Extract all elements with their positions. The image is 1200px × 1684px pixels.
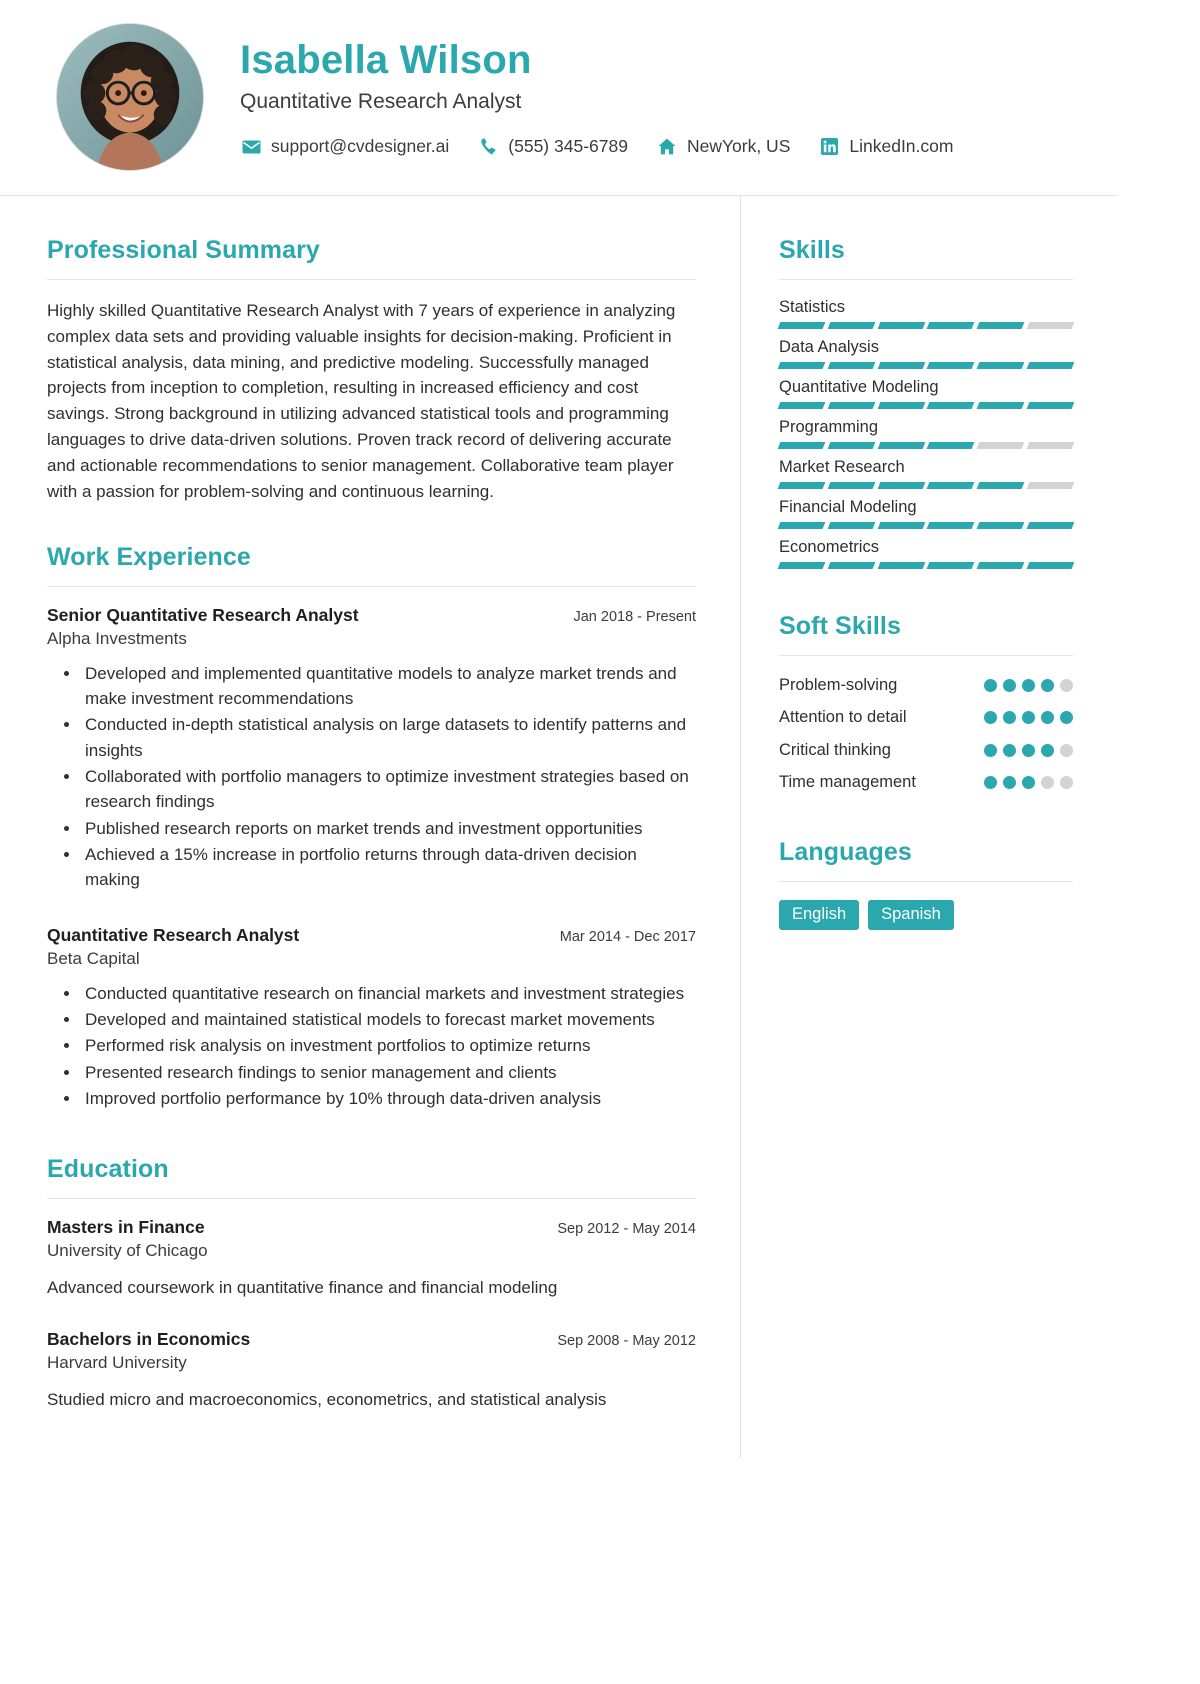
experience-header (47, 925, 696, 946)
skill-segment (778, 482, 826, 489)
skill-segment (977, 442, 1025, 449)
skill-label: Programming (779, 418, 879, 436)
skill-level-bar (779, 482, 1073, 489)
soft-skill-rating (984, 739, 1073, 757)
skill-segment (827, 442, 875, 449)
language-badge: English (779, 900, 859, 930)
experience-bullets (47, 661, 696, 893)
rating-dot (1022, 679, 1035, 692)
skill-segment (778, 562, 826, 569)
soft-skills-list (779, 674, 1073, 794)
education-desc: Advanced coursework in quantitative finance and financial modeling (47, 1278, 558, 1298)
skill-level-bar (779, 522, 1073, 529)
rating-dot (984, 711, 997, 724)
skill-segment (977, 402, 1025, 409)
envelope-icon (240, 137, 262, 157)
education-title: Masters in Finance (47, 1217, 205, 1238)
rating-dot (1003, 744, 1016, 757)
section-education (47, 1155, 696, 1412)
skill-segment (827, 562, 875, 569)
skill-row (779, 378, 1073, 409)
page-title: Isabella Wilson (240, 38, 532, 82)
skill-segment (977, 362, 1025, 369)
soft-skill-rating (984, 771, 1073, 789)
section-title-languages: Languages (779, 837, 912, 866)
header-text (240, 36, 981, 157)
main-column (0, 196, 740, 1458)
rating-dot (1041, 711, 1054, 724)
rating-dot (1003, 679, 1016, 692)
contact-phone[interactable] (477, 136, 628, 157)
list-item: • Achieved a 15% increase in portfolio returns through data-driven decision making (81, 842, 696, 893)
section-languages (779, 838, 1073, 930)
skill-row (779, 498, 1073, 529)
skill-label: Financial Modeling (779, 498, 917, 516)
section-professional-summary (47, 236, 696, 505)
divider (779, 279, 1073, 280)
section-work-experience (47, 543, 696, 1112)
divider (47, 279, 696, 280)
education-item (47, 1329, 696, 1413)
skill-row (779, 338, 1073, 369)
list-item: • Developed and maintained statistical models to forecast market movements (81, 1007, 696, 1032)
skill-segment (1027, 482, 1075, 489)
spacer (47, 505, 696, 543)
soft-skill-row (779, 771, 1073, 793)
skill-level-bar (779, 322, 1073, 329)
education-header (47, 1217, 696, 1238)
soft-skill-row (779, 674, 1073, 696)
skill-segment (877, 322, 925, 329)
education-desc: Studied micro and macroeconomics, econometrics, and statistical analysis (47, 1389, 607, 1409)
spacer (779, 804, 1073, 838)
rating-dot (984, 776, 997, 789)
skill-level-bar (779, 562, 1073, 569)
skill-segment (877, 522, 925, 529)
skill-segment (877, 562, 925, 569)
experience-header (47, 605, 696, 626)
list-item: • Improved portfolio performance by 10% through data-driven analysis (81, 1086, 696, 1111)
rating-dot (1022, 711, 1035, 724)
contact-linkedin-text: LinkedIn.com (849, 136, 954, 156)
skills-list (779, 298, 1073, 569)
resume-body (0, 196, 1117, 1458)
home-icon (656, 137, 678, 157)
spacer (779, 578, 1073, 612)
spacer (47, 1117, 696, 1155)
section-soft-skills (779, 612, 1073, 794)
phone-icon (477, 137, 499, 157)
spacer (47, 1307, 696, 1329)
resume-header (0, 0, 1117, 196)
soft-skill-row (779, 739, 1073, 761)
experience-org: Beta Capital (47, 948, 140, 968)
skill-segment (927, 562, 975, 569)
contact-location[interactable] (656, 136, 790, 157)
skill-segment (827, 402, 875, 409)
language-badge-list (779, 900, 1073, 930)
rating-dot (1060, 679, 1073, 692)
contact-linkedin[interactable] (818, 136, 953, 157)
education-org: Harvard University (47, 1352, 187, 1372)
skill-label: Market Research (779, 458, 905, 476)
skill-row (779, 298, 1073, 329)
skill-level-bar (779, 442, 1073, 449)
section-title-skills: Skills (779, 236, 845, 264)
contact-location-text: NewYork, US (686, 136, 791, 156)
list-item: • Collaborated with portfolio managers to optimize investment strategies based on research findings (81, 764, 696, 815)
skill-segment (778, 442, 826, 449)
education-item (47, 1217, 696, 1301)
skill-segment (827, 362, 875, 369)
section-title-education: Education (47, 1155, 169, 1184)
rating-dot (1003, 776, 1016, 789)
experience-title: Quantitative Research Analyst (47, 924, 300, 945)
skill-segment (927, 522, 975, 529)
rating-dot (1022, 744, 1035, 757)
skill-segment (1027, 402, 1075, 409)
rating-dot (1022, 776, 1035, 789)
soft-skill-label: Critical thinking (779, 740, 891, 759)
list-item: • Conducted quantitative research on financial markets and investment strategies (81, 981, 696, 1006)
education-date: Sep 2012 - May 2014 (557, 1221, 696, 1238)
language-badge: Spanish (868, 900, 954, 930)
skill-segment (927, 482, 975, 489)
list-item: • Developed and implemented quantitative models to analyze market trends and make investment recommendations (81, 661, 696, 712)
divider (779, 655, 1073, 656)
education-date: Sep 2008 - May 2012 (557, 1332, 696, 1349)
list-item: • Published research reports on market trends and investment opportunities (81, 816, 696, 841)
skill-segment (778, 402, 826, 409)
linkedin-icon (818, 137, 840, 157)
skill-segment (927, 442, 975, 449)
skill-segment (977, 322, 1025, 329)
job-title: Quantitative Research Analyst (240, 90, 522, 113)
skill-label: Statistics (779, 298, 846, 316)
skill-segment (1027, 362, 1075, 369)
list-item: • Performed risk analysis on investment portfolios to optimize returns (81, 1033, 696, 1058)
soft-skill-label: Problem-solving (779, 676, 898, 694)
summary-text: Highly skilled Quantitative Research Analyst with 7 years of experience in analyzing complex data sets and providing valuable insights for decision-making. Proficient in statistical analysis, data mining, and predictive modeling. Successfully managed projects from inception to completion, resulting in increased efficiency and cost savings. Strong background in utilizing advanced statistical tools and programming languages to drive data-driven solutions. Proven track record of delivering accurate and actionable recommendations to senior management. Collaborative team player with a passion for problem-solving and continuous learning. (47, 301, 676, 501)
skill-segment (778, 522, 826, 529)
spacer (47, 899, 696, 925)
experience-item (47, 925, 696, 1112)
rating-dot (1041, 744, 1054, 757)
skill-segment (827, 322, 875, 329)
experience-item (47, 605, 696, 893)
experience-date: Jan 2018 - Present (573, 608, 696, 625)
contact-email-text: support@cvdesigner.ai (271, 136, 450, 156)
skill-segment (877, 482, 925, 489)
divider (47, 1198, 696, 1199)
experience-title: Senior Quantitative Research Analyst (47, 604, 359, 625)
avatar (56, 23, 204, 171)
contact-email[interactable] (240, 136, 449, 157)
skill-row (779, 418, 1073, 449)
list-item: • Conducted in-depth statistical analysis on large datasets to identify patterns and insights (81, 712, 696, 763)
skill-segment (1027, 522, 1075, 529)
skill-segment (877, 362, 925, 369)
skill-segment (977, 482, 1025, 489)
contact-phone-text: (555) 345-6789 (508, 136, 628, 156)
list-item: • Presented research findings to senior management and clients (81, 1060, 696, 1085)
rating-dot (1003, 711, 1016, 724)
education-title: Bachelors in Economics (47, 1328, 251, 1349)
education-header (47, 1329, 696, 1350)
rating-dot (984, 744, 997, 757)
soft-skill-row (779, 706, 1073, 728)
skill-segment (977, 562, 1025, 569)
skill-label: Econometrics (779, 538, 879, 556)
skill-label: Data Analysis (779, 338, 879, 356)
skill-segment (927, 402, 975, 409)
section-title-summary: Professional Summary (47, 236, 320, 264)
rating-dot (1041, 776, 1054, 789)
skill-segment (827, 482, 875, 489)
skill-segment (1027, 322, 1075, 329)
divider (47, 586, 696, 587)
skill-segment (778, 362, 826, 369)
skill-segment (1027, 442, 1075, 449)
skill-row (779, 538, 1073, 569)
rating-dot (1041, 679, 1054, 692)
experience-bullets (47, 981, 696, 1112)
contact-list (240, 136, 981, 157)
skill-segment (927, 362, 975, 369)
rating-dot (1060, 744, 1073, 757)
soft-skill-rating (984, 706, 1073, 724)
skill-segment (827, 522, 875, 529)
skill-row (779, 458, 1073, 489)
skill-segment (877, 442, 925, 449)
skill-segment (927, 322, 975, 329)
sidebar-column (740, 196, 1117, 1458)
rating-dot (1060, 711, 1073, 724)
rating-dot (984, 679, 997, 692)
divider (779, 881, 1073, 882)
soft-skill-rating (984, 674, 1073, 692)
section-skills (779, 236, 1073, 569)
skill-level-bar (779, 402, 1073, 409)
soft-skill-label: Time management (779, 773, 916, 792)
experience-date: Mar 2014 - Dec 2017 (559, 928, 696, 945)
soft-skill-label: Attention to detail (779, 708, 907, 727)
section-title-soft-skills: Soft Skills (779, 612, 901, 640)
education-org: University of Chicago (47, 1241, 208, 1261)
rating-dot (1060, 776, 1073, 789)
skill-label: Quantitative Modeling (779, 378, 939, 396)
skill-segment (977, 522, 1025, 529)
skill-segment (778, 322, 826, 329)
section-title-experience: Work Experience (47, 542, 251, 571)
skill-level-bar (779, 362, 1073, 369)
skill-segment (877, 402, 925, 409)
skill-segment (1027, 562, 1075, 569)
experience-org: Alpha Investments (47, 628, 187, 648)
